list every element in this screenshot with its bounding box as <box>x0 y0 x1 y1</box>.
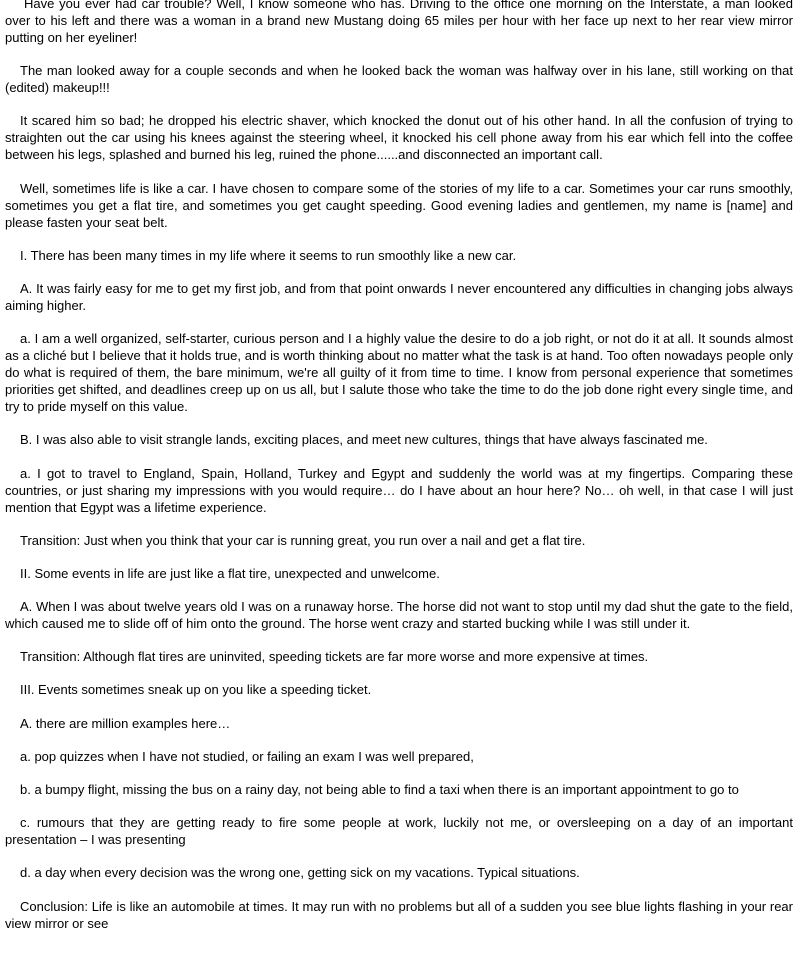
paragraph-life-like-car: Well, sometimes life is like a car. I have chosen to compare some of the stories of my life to a car. Sometimes your car runs smoothly, sometimes you get a flat tire, and sometimes you get caught speeding. Good evening ladies and gentlemen, my name is [name] and please fasten your seat belt. <box>5 180 793 230</box>
paragraph-point-one-a-a: a. I am a well organized, self-starter, curious person and I a highly value the desire to do a job right, or not do it at all. It sounds almost as a cliché but I believe that it holds true, and is worth thinking about no matter what the task is at hand. Too often nowadays people only do what is required of them, the bare minimum, we're all guilty of it from time to time. I know from personal experience that sometimes priorities get shifted, and deadlines creep up on us all, but I salute those who take the time to do the job done right every single time, and try to pride myself on this value. <box>5 331 793 415</box>
paragraph-intro-anecdote: Have you ever had car trouble? Well, I know someone who has. Driving to the office one morning on the Interstate, a man looked over to his left and there was a woman in a brand new Mustang doing 65 miles per hour with her face up next to her rear view mirror putting on her eyeliner! <box>5 0 793 45</box>
paragraph-looked-away: The man looked away for a couple seconds and when he looked back the woman was halfway over in his lane, still working on that (edited) makeup!!! <box>5 63 793 96</box>
paragraph-point-three-a-c: c. rumours that they are getting ready to fire some people at work, luckily not me, or oversleeping on a day of an important presentation – I was presenting <box>5 815 793 848</box>
paragraph-point-three-a: A. there are million examples here… <box>20 715 231 731</box>
paragraph-scared: It scared him so bad; he dropped his electric shaver, which knocked the donut out of his other hand. In all the confusion of trying to straighten out the car using his knees against the steering wheel, it knocked his cell phone away from his ear which fell into the coffee between his legs, splashed and burned his leg, ruined the phone......and disconnected an important call. <box>5 113 793 163</box>
paragraph-conclusion: Conclusion: Life is like an automobile at times. It may run with no problems but all of a sudden you see blue lights flashing in your rear view mirror or see <box>5 898 793 931</box>
essay-document <box>5 0 793 948</box>
paragraph-point-one-b: B. I was also able to visit strangle lands, exciting places, and meet new cultures, things that have always fascinated me. <box>20 432 708 448</box>
paragraph-point-three-a-d: d. a day when every decision was the wrong one, getting sick on my vacations. Typical situations. <box>20 865 580 881</box>
paragraph-point-two-a: A. When I was about twelve years old I was on a runaway horse. The horse did not want to stop until my dad shut the gate to the field, which caused me to slide off of him onto the ground. The horse went crazy and started bucking while I was still under it. <box>5 599 793 632</box>
paragraph-point-one-a: A. It was fairly easy for me to get my first job, and from that point onwards I never encountered any difficulties in changing jobs always aiming higher. <box>5 280 793 313</box>
paragraph-point-three-a-b: b. a bumpy flight, missing the bus on a rainy day, not being able to find a taxi when there is an important appointment to go to <box>20 782 739 797</box>
paragraph-point-two: II. Some events in life are just like a flat tire, unexpected and unwelcome. <box>20 565 440 581</box>
paragraph-point-one-b-a: a. I got to travel to England, Spain, Holland, Turkey and Egypt and suddenly the world was at my fingertips. Comparing these countries, or just sharing my impressions with you would require… do I have about an hour here? No… oh well, in that case I will just mention that Egypt was a lifetime experience. <box>5 465 793 515</box>
paragraph-point-three-a-a: a. pop quizzes when I have not studied, or failing an exam I was well prepared, <box>20 748 474 764</box>
paragraph-transition-one: Transition: Just when you think that your car is running great, you run over a nail and get a flat tire. <box>20 532 586 548</box>
paragraph-point-one: I. There has been many times in my life where it seems to run smoothly like a new car. <box>20 247 517 263</box>
paragraph-transition-two: Transition: Although flat tires are uninvited, speeding tickets are far more worse and more expensive at times. <box>20 649 649 665</box>
paragraph-point-three: III. Events sometimes sneak up on you like a speeding ticket. <box>20 682 372 698</box>
